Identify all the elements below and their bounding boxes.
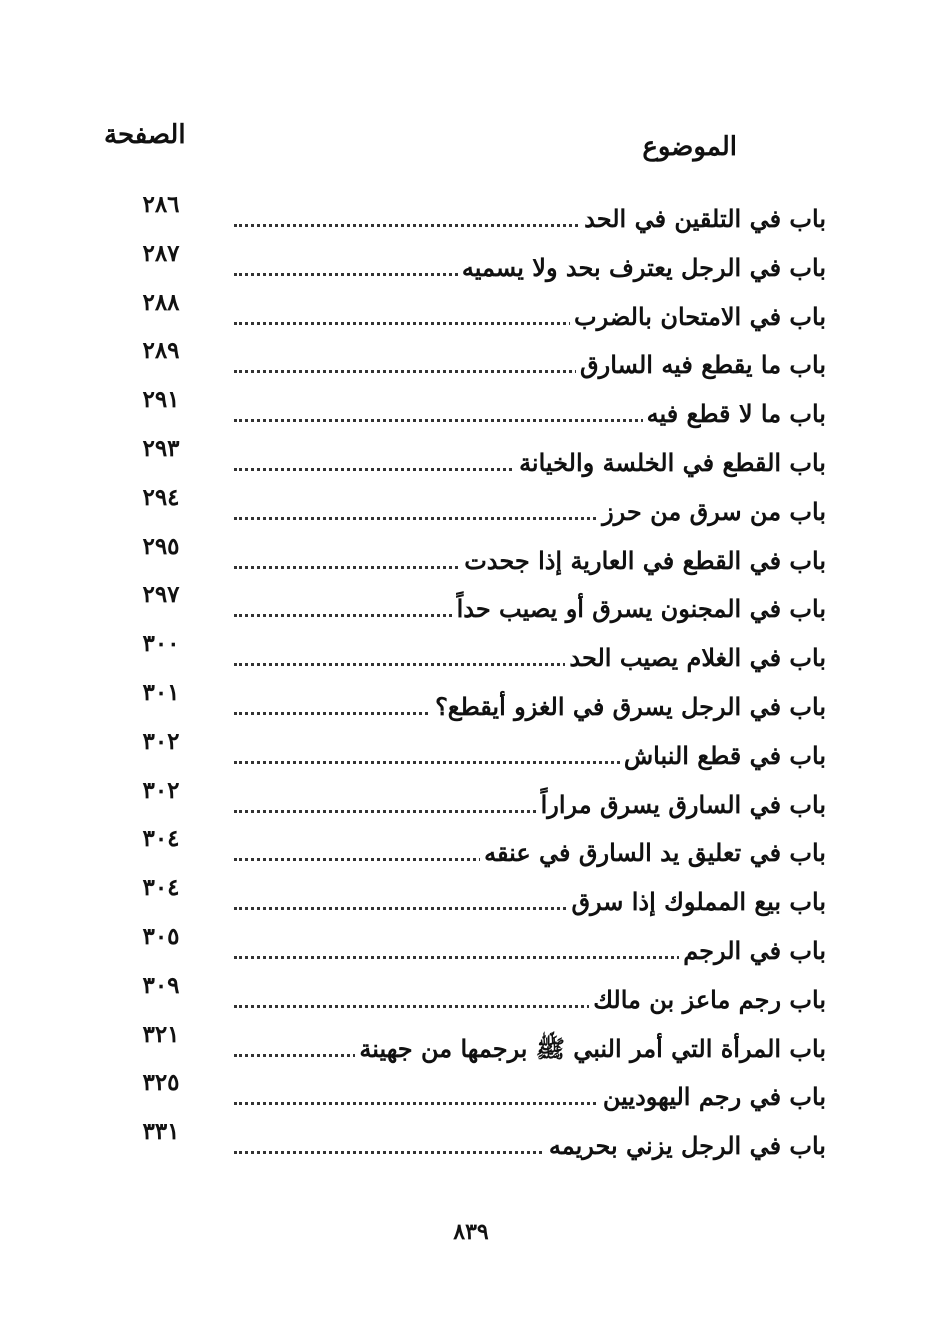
toc-entry-page: ٢٩٣: [142, 434, 180, 462]
table-of-contents: [104, 190, 826, 1166]
toc-entry-title: باب في القطع في العارية إذا جحدت: [460, 544, 826, 578]
toc-row: [104, 385, 826, 434]
page-number: ٨٣٩: [453, 1219, 489, 1245]
toc-entry-title: باب القطع في الخلسة والخيانة: [515, 446, 826, 480]
toc-entry-title: باب في المجنون يسرق أو يصيب حداً: [453, 592, 826, 626]
toc-entry-title: باب في الرجل يسرق في الغزو أيقطع؟: [431, 690, 826, 724]
toc-entry-title: باب رجم ماعز بن مالك: [589, 983, 826, 1017]
toc-row: [104, 727, 826, 776]
toc-row: [104, 776, 826, 825]
toc-entry-page: ٢٩٥: [142, 532, 180, 560]
toc-row: [104, 678, 826, 727]
toc-entry-page: ٢٩٧: [142, 581, 180, 609]
toc-row: [104, 239, 826, 288]
toc-entry-title: باب في الغلام يصيب الحد: [565, 641, 826, 675]
toc-entry-title: باب في رجم اليهوديين: [599, 1080, 826, 1114]
toc-row: [104, 873, 826, 922]
toc-entry-page: ٢٩١: [142, 386, 180, 414]
page-column-heading: الصفحة: [104, 120, 186, 150]
toc-row: [104, 1020, 826, 1069]
toc-row: [104, 1068, 826, 1117]
toc-entry-page: ٣٠٥: [142, 922, 180, 950]
toc-row: [104, 824, 826, 873]
toc-entry-page: ٢٨٦: [142, 191, 180, 218]
topic-column-heading: الموضوع: [642, 132, 737, 162]
toc-entry-page: ٢٨٧: [142, 239, 180, 267]
toc-row: [104, 971, 826, 1020]
toc-entry-title: باب في السارق يسرق مراراً: [537, 788, 826, 822]
toc-entry-page: ٣٠٤: [142, 825, 180, 853]
toc-entry-page: ٣٢٥: [142, 1069, 180, 1097]
toc-entry-title: باب في الامتحان بالضرب: [570, 300, 826, 334]
toc-row: [104, 434, 826, 483]
toc-entry-page: ٣٠١: [142, 678, 180, 706]
toc-row: [104, 922, 826, 971]
toc-row: [104, 190, 826, 239]
toc-row: [104, 629, 826, 678]
toc-entry-title: باب في التلقين في الحد: [580, 202, 826, 236]
toc-entry-page: ٢٩٤: [142, 483, 180, 511]
toc-entry-page: ٢٨٨: [142, 288, 180, 316]
toc-row: [104, 288, 826, 337]
toc-entry-title: باب في الرجم: [679, 934, 826, 968]
toc-entry-title: باب في الرجل يزني بحريمه: [545, 1129, 826, 1163]
toc-entry-page: ٢٨٩: [142, 337, 180, 365]
toc-row: [104, 336, 826, 385]
toc-entry-title: باب المرأة التي أمر النبي ﷺ برجمها من جهينة: [355, 1032, 826, 1066]
toc-row: [104, 532, 826, 581]
toc-entry-page: ٣٠٤: [142, 874, 180, 902]
toc-row: [104, 483, 826, 532]
toc-entry-page: ٣٠٢: [142, 727, 180, 755]
toc-entry-title: باب من سرق من حرز: [598, 495, 826, 529]
toc-entry-page: ٣٠٢: [142, 776, 180, 804]
toc-entry-page: ٣٠٩: [142, 971, 180, 999]
toc-row: [104, 1117, 826, 1166]
toc-entry-title: باب ما لا قطع فيه: [643, 397, 826, 431]
toc-entry-title: باب ما يقطع فيه السارق: [576, 348, 826, 382]
toc-entry-title: باب بيع المملوك إذا سرق: [567, 885, 826, 919]
toc-entry-page: ٣٢١: [142, 1020, 180, 1048]
toc-entry-title: باب في تعليق يد السارق في عنقه: [480, 836, 826, 870]
toc-entry-title: باب في قطع النباش: [620, 739, 826, 773]
toc-entry-title: باب في الرجل يعترف بحد ولا يسميه: [458, 251, 826, 285]
toc-entry-page: ٣٣١: [142, 1118, 180, 1146]
toc-entry-page: ٣٠٠: [142, 630, 180, 658]
toc-row: [104, 580, 826, 629]
